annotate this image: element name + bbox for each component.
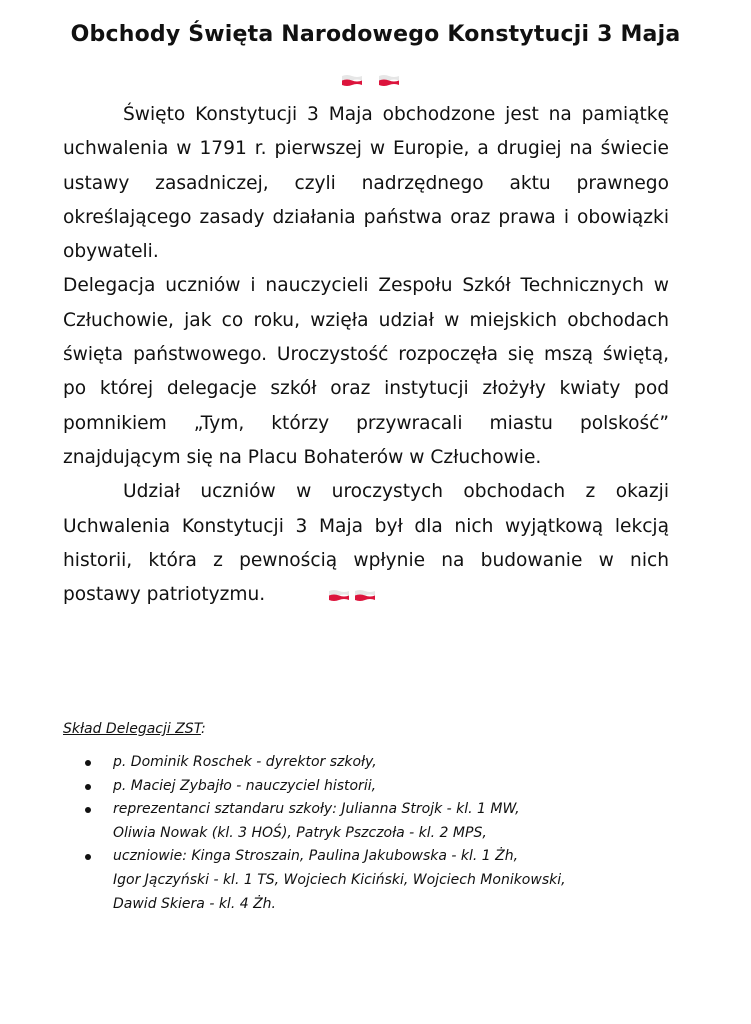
list-item [63,751,703,775]
list-item [63,845,703,916]
paragraph-conclusion [63,475,669,613]
bullet-icon [85,854,91,860]
delegation-heading [63,719,703,739]
delegation-list [63,751,703,916]
paragraph-conclusion-text: Udział uczniów w uroczystych obchodach z okazji Uchwalenia Konstytucji 3 Maja był dla nich wyjątkową lekcją historii, która z pewnością wpłynie na budowanie w nich postawy patriotyzmu. [63,481,669,606]
polish-flag-icon [379,75,399,86]
list-item-line: reprezentanci sztandaru szkoły: Julianna Strojk - kl. 1 MW, [113,801,520,818]
bullet-icon [85,807,91,813]
list-item-line: p. Maciej Zybajło - nauczyciel historii, [113,777,377,794]
list-item-line: uczniowie: Kinga Stroszain, Paulina Jakubowska - kl. 1 Żh, [113,848,519,865]
delegation-section [63,719,703,916]
list-item-line: Dawid Skiera - kl. 4 Żh. [113,895,276,912]
delegation-heading-colon: : [200,721,206,737]
list-item-line: p. Dominik Roschek - dyrektor szkoły, [113,754,377,770]
paragraph-intro: Święto Konstytucji 3 Maja obchodzone jest na pamiątkę uchwalenia w 1791 r. pierwszej w Europie, a drugiej na świecie ustawy zasadniczej, czyli nadrzędnego aktu prawnego określającego zasady działania państwa oraz prawa i obowiązki obywateli. [63,104,669,263]
list-item [63,798,703,845]
list-item-line: Igor Jączyński - kl. 1 TS, Wojciech Kiciński, Wojciech Monikowski, [113,871,566,888]
polish-flag-icon [342,75,362,86]
paragraph-delegation: Delegacja uczniów i nauczycieli Zespołu Szkół Technicznych w Człuchowie, jak co roku, wzięła udział w miejskich obchodach święta państwowego. Uroczystość rozpoczęła się mszą świętą, po której delegacje szkół oraz instytucji złożyły kwiaty pod pomnikiem „Tym, którzy przywracali miastu polskość” znajdującym się na Placu Bohaterów w Człuchowie. [63,275,669,468]
page-title: Obchody Święta Narodowego Konstytucji 3 Maja [70,22,681,47]
article-body [63,98,669,613]
inline-flags [269,579,381,613]
polish-flag-icon [329,590,349,601]
delegation-heading-text: Skład Delegacji ZST [63,721,201,737]
list-item [63,775,703,799]
bullet-icon [85,760,91,766]
polish-flag-icon [355,590,375,601]
bullet-icon [85,784,91,790]
title-flags [342,70,402,86]
list-item-line: Oliwia Nowak (kl. 3 HOŚ), Patryk Pszczoła - kl. 2 MPS, [113,824,487,841]
